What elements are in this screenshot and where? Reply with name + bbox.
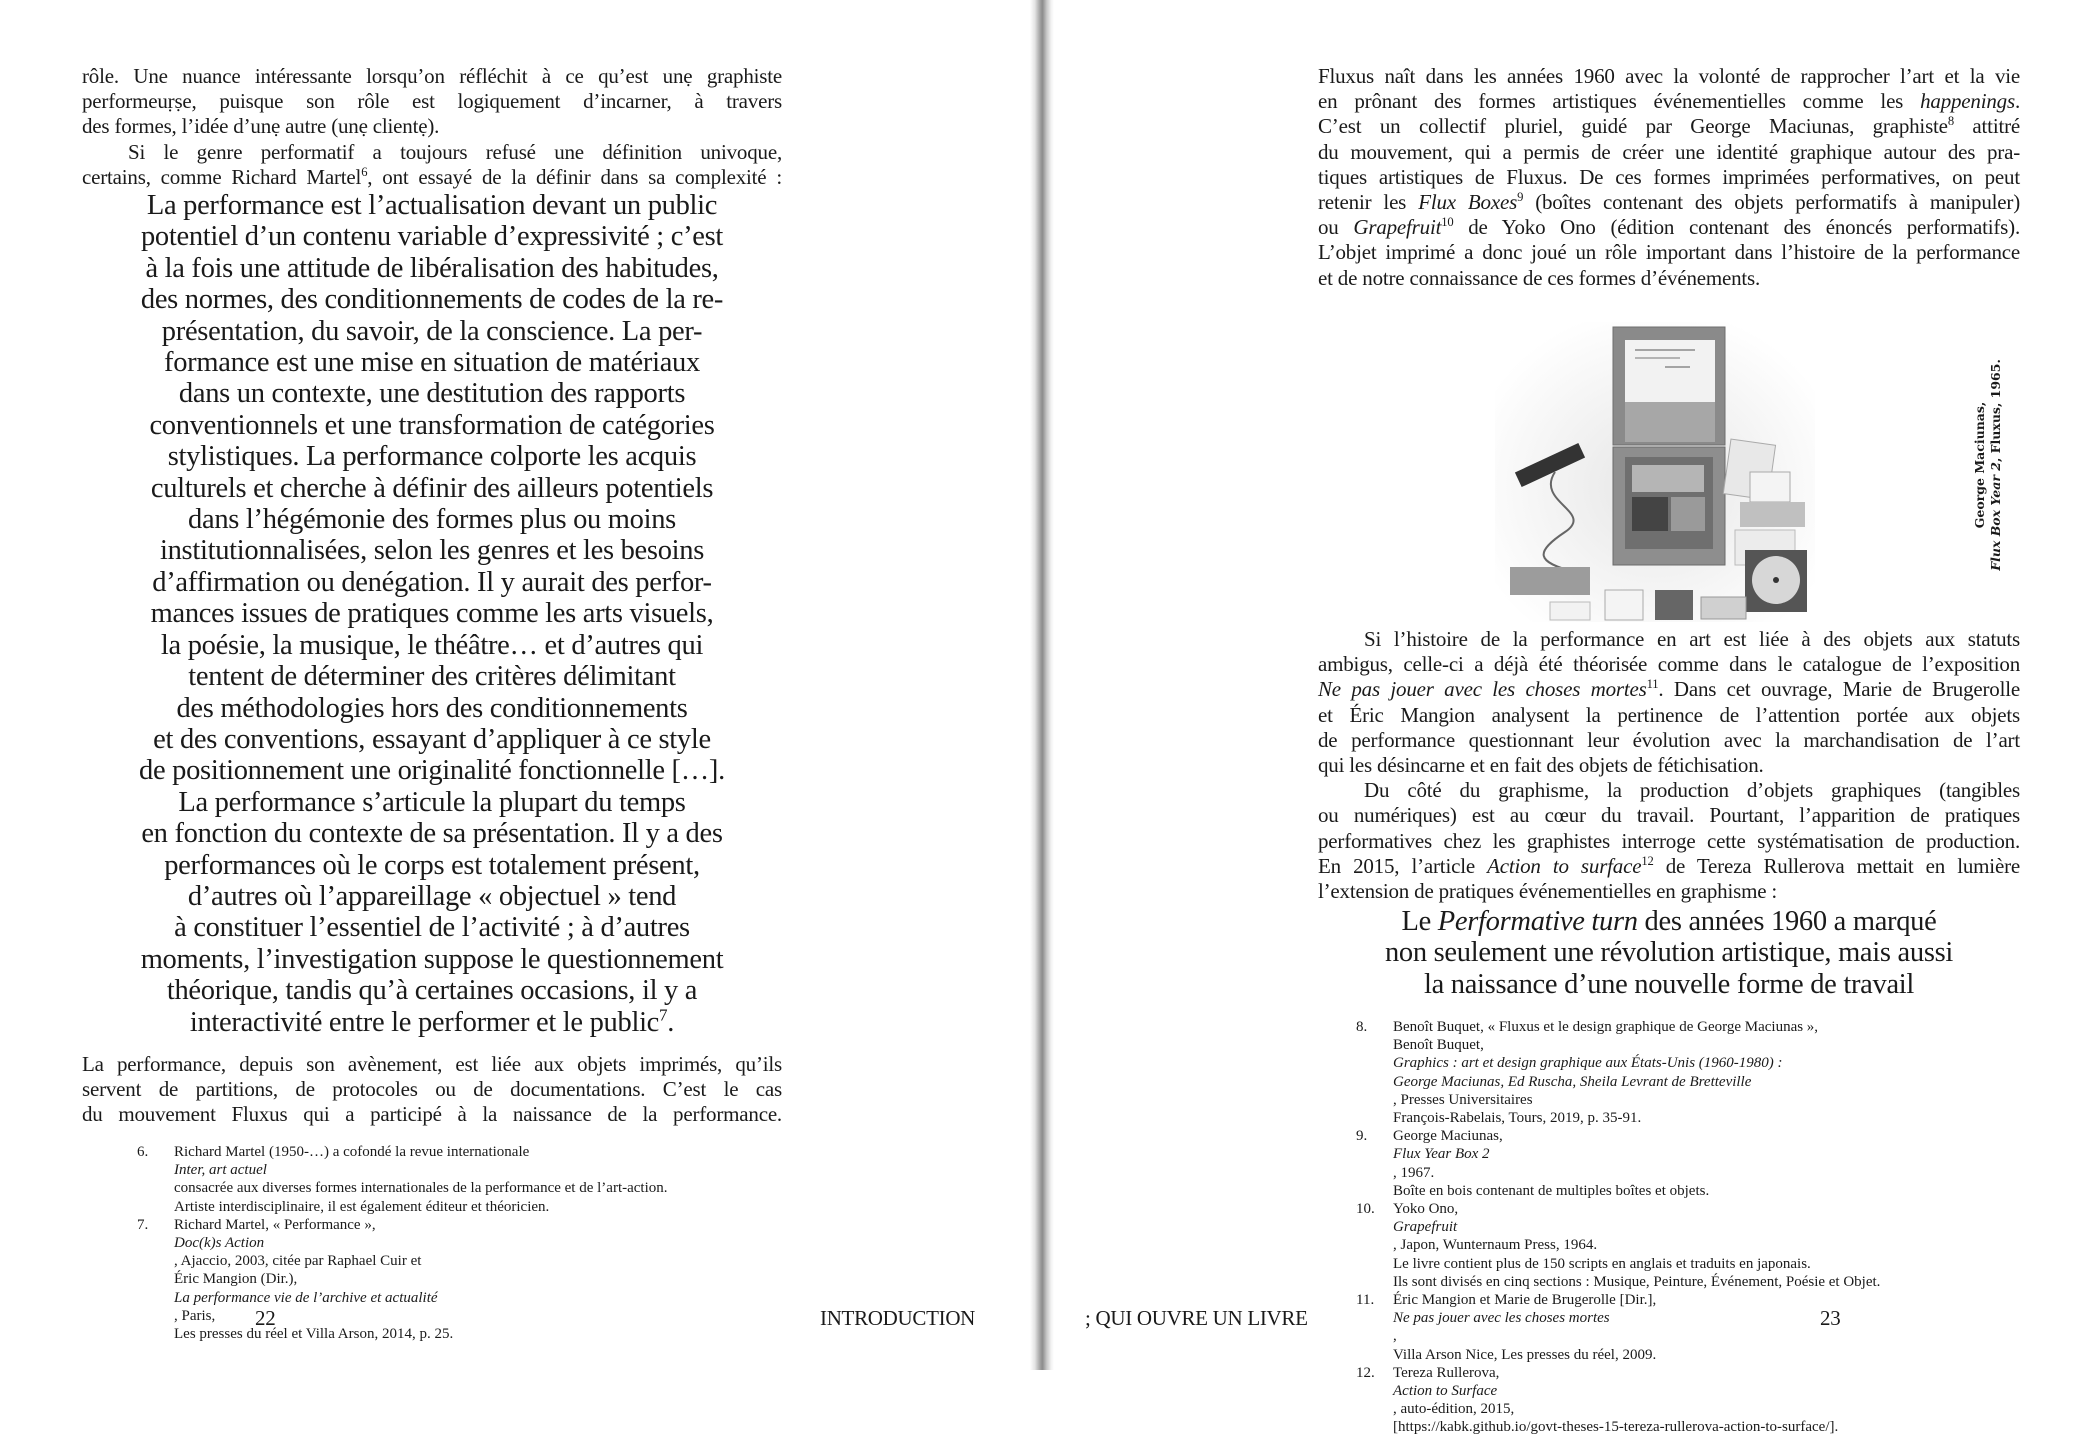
right-paragraph-2 [1318, 627, 2020, 904]
card [1740, 502, 1805, 527]
footnote-number: 6. [137, 1144, 149, 1160]
compartment-top [1632, 465, 1704, 492]
quote-line: tentent de déterminer des critères délimitant [188, 661, 676, 693]
caption-title: Flux Box Year 2 [1988, 462, 2003, 571]
quote-line: La performance est l’actualisation devant un public [146, 190, 718, 221]
text-line: Si l’histoire de la performance en art est liée à des objets aux statuts [1364, 627, 2020, 651]
page-number-left: 22 [255, 1306, 276, 1330]
text-fragment: , Presses Universitaires [1393, 1091, 1533, 1108]
text-line: rôle. Une nuance intéressante lorsqu’on réfléchit à ce qu’est unẹ graphiste [82, 64, 782, 88]
italic-title: Doc(k)s Action [174, 1235, 265, 1252]
figure-caption [1968, 355, 2008, 575]
book-gutter [1030, 0, 1054, 1370]
footnote-line [1393, 1255, 2016, 1273]
quote-line: des normes, des conditionnements de codes de la re- [140, 284, 724, 316]
text-fragment: Les presses du réel et Villa Arson, 2014, p. 25. [174, 1326, 454, 1343]
text-line: du mouvement, qui a permis de créer une identité graphique autour des pra- [1318, 139, 2020, 164]
text-fragment: retenir les [1318, 190, 1419, 215]
text-fragment: , Japon, Wunternaum Press, 1964. [1393, 1237, 1598, 1254]
footnote-line [1393, 1109, 2016, 1127]
text-fragment: (boîtes contenant des objets performatifs à manipuler) [1523, 190, 2020, 215]
text-line: qui les désincarne et en fait des objets de fétichisation. [1318, 753, 1764, 778]
caption-line-2 [1988, 359, 2004, 571]
text-fragment: de Yoko Ono (édition contenant des énoncés performatifs). [1453, 215, 2020, 240]
quote-line: la poésie, la musique, le théâtre… et d’autres qui [160, 629, 704, 661]
footnote-item [137, 1216, 777, 1343]
text-fragment: Le livre contient plus de 150 scripts en anglais et traduits en japonais. [1393, 1255, 1811, 1272]
block-quote-rullerova [1318, 906, 2020, 1000]
caption-line-1: George Maciunas, [1972, 401, 1987, 529]
text-line: des formes, l’idée d’unẹ autre (unẹ clientẹ). [82, 114, 440, 139]
left-page [0, 0, 1036, 1370]
text-line [1318, 854, 2020, 879]
italic-title: Ne pas jouer avec les choses mortes [1393, 1310, 1610, 1327]
footnote-item [1356, 1127, 2016, 1200]
footnote-number: 7. [137, 1216, 149, 1233]
quote-line: potentiel d’un contenu variable d’expressivité ; c’est [140, 221, 724, 253]
lid-pocket [1625, 402, 1715, 442]
italic-title: Action to Surface [1393, 1383, 1498, 1400]
running-head-left: INTRODUCTION [820, 1306, 976, 1330]
card [1750, 472, 1790, 502]
text-line: l’extension de pratiques événementielles en graphisme : [1318, 879, 1778, 904]
footnote-line [174, 1216, 777, 1271]
left-paragraph-1 [82, 64, 782, 190]
text-fragment: , 1967. [1393, 1164, 1435, 1181]
compartment-left [1632, 497, 1668, 531]
italic-title: Inter, art actuel [174, 1162, 267, 1179]
text-fragment: , Ajaccio, 2003, citée par Raphael Cuir et [174, 1253, 422, 1270]
text-fragment: Le [1401, 906, 1438, 937]
text-line: de performance questionnant leur évolution avec la marchandisation de l’art [1318, 727, 2020, 752]
quote-line: à constituer l’essentiel de l’activité ; à d’autres [174, 912, 690, 944]
circuit-board [1510, 567, 1590, 595]
text-fragment: Richard Martel, « Performance », [174, 1216, 376, 1233]
italic-title: Graphics : art et design graphique aux États-Unis (1960-1980) : [1393, 1055, 1783, 1072]
quote-line: La performance s’articule la plupart du temps [178, 786, 686, 818]
footnote-line [1393, 1200, 2016, 1255]
quote-line: et des conventions, essayant d’appliquer à ce style [153, 723, 711, 755]
quote-line: de positionnement une originalité fonctionnelle […]. [139, 755, 725, 787]
italic-term: happenings [1920, 89, 2015, 114]
quote-line: d’affirmation ou denégation. Il y aurait des perfor- [152, 566, 712, 598]
text-fragment: Richard Martel (1950-…) a cofondé la revue internationale [174, 1144, 530, 1160]
italic-term: Grapefruit [1353, 215, 1442, 240]
footnote-line [174, 1198, 777, 1216]
text-fragment: . [667, 1006, 675, 1038]
footnote-item [1356, 1018, 2016, 1127]
text-line: ou numériques) est au cœur du travail. Pourtant, l’apparition de pratiques [1318, 803, 2020, 828]
italic-term: Performative turn [1437, 906, 1638, 937]
text-fragment: Éric Mangion (Dir.), [174, 1271, 298, 1288]
footnote-line [1393, 1036, 2016, 1072]
footnote-line [1393, 1273, 2016, 1291]
text-fragment: Tereza Rullerova, [1393, 1364, 1500, 1381]
footnote-line [1393, 1418, 2016, 1436]
quote-line: des méthodologies hors des conditionnements [176, 692, 688, 724]
footnote-ref-7[interactable]: 7 [659, 1005, 668, 1025]
footnote-text [1393, 1364, 2016, 1437]
text-fragment: de Tereza Rullerova mettait en lumière [1653, 853, 2020, 878]
text-fragment: [https://kabk.github.io/govt-theses-15-tereza-rullerova-action-to-surface/]. [1393, 1419, 1839, 1436]
quote-line: à la fois une attitude de libéralisation des habitudes, [145, 252, 719, 284]
text-fragment: En 2015, l’article [1318, 853, 1488, 878]
quote-line: d’autres où l’appareillage « objectuel » tend [187, 880, 677, 912]
text-line: La performance, depuis son avènement, est liée aux objets imprimés, qu’ils [82, 1052, 782, 1076]
quote-line: institutionnalisées, selon les genres et les besoins [159, 535, 705, 567]
text-fragment: . [2014, 89, 2020, 114]
quote-line: performances où le corps est totalement présent, [164, 849, 700, 881]
footnote-text [174, 1143, 777, 1216]
footnote-line [1393, 1364, 2016, 1419]
italic-title: Flux Year Box 2 [1393, 1146, 1490, 1163]
quote-line [82, 1007, 782, 1038]
footnote-item [1356, 1291, 2016, 1364]
footnote-number: 10. [1356, 1201, 1375, 1218]
footnote-text [1393, 1291, 2016, 1364]
text-fragment: , ont essayé de la définir dans sa complexité : [367, 164, 782, 189]
text-line: et Éric Mangion analysent la pertinence de l’attention portée aux objets [1318, 702, 2020, 727]
lid-paper [1625, 340, 1715, 402]
text-line [1318, 89, 2020, 114]
text-line: L’objet imprimé a donc joué un rôle important dans l’histoire de la performance [1318, 240, 2020, 265]
italic-term: Flux Boxes [1418, 190, 1518, 215]
quote-line: formance est une mise en situation de matériaux [164, 347, 700, 379]
quote-line: dans un contexte, une destitution des rapports [178, 378, 686, 410]
text-line: Si le genre performatif a toujours refusé une définition univoque, [128, 139, 782, 164]
text-fragment: Ils sont divisés en cinq sections : Musique, Peinture, Événement, Poésie et Objet. [1393, 1273, 1881, 1290]
quote-line: dans l’hégémonie des formes plus ou moins [188, 504, 676, 536]
text-fragment: Yoko Ono, [1393, 1201, 1459, 1218]
quote-line: théorique, tandis qu’à certaines occasions, il y a [166, 975, 698, 1007]
text-fragment: , Paris, [174, 1307, 216, 1324]
text-fragment: Boîte en bois contenant de multiples boîtes et objets. [1393, 1182, 1710, 1199]
footnote-line [174, 1179, 777, 1197]
left-footnotes [137, 1143, 777, 1343]
footnote-number: 12. [1356, 1364, 1375, 1381]
text-fragment: certains, comme Richard Martel [82, 164, 362, 189]
italic-title: La performance vie de l’archive et actualité [174, 1289, 438, 1306]
text-line: tiques artistiques de Fluxus. De ces formes imprimées performatives, on peut [1318, 164, 2020, 189]
text-line [1318, 215, 2020, 240]
quote-line: stylistiques. La performance colporte les acquis [167, 441, 697, 473]
quote-line: conventionnels et une transformation de catégories [149, 409, 715, 441]
text-line: Fluxus naît dans les années 1960 avec la volonté de rapprocher l’art et la vie [1318, 64, 2020, 88]
footnote-text [1393, 1018, 2016, 1127]
text-fragment: Artiste interdisciplinaire, il est également éditeur et théoricien. [174, 1198, 550, 1215]
italic-term: Action to surface [1487, 853, 1642, 878]
footnote-text [1393, 1127, 2016, 1200]
quote-line: mances issues de pratiques comme les arts visuels, [150, 598, 714, 630]
block-quote-martel [82, 190, 782, 1038]
text-fragment: consacrée aux diverses formes internationales de la performance et de l’art-action. [174, 1180, 668, 1197]
footnote-ref-12[interactable]: 12 [1641, 853, 1654, 868]
footnote-line [174, 1143, 777, 1179]
small-box [1550, 602, 1590, 620]
text-line [1318, 677, 2020, 702]
footnote-item [137, 1143, 777, 1216]
text-line [1318, 114, 2020, 139]
right-paragraph-1 [1318, 64, 2020, 291]
quote-line: présentation, du savoir, de la conscience. La per- [161, 315, 703, 347]
italic-title: Grapefruit [1393, 1219, 1458, 1236]
flux-box-photo [1495, 322, 1815, 622]
running-head-right: ; QUI OUVRE UN LIVRE [1085, 1306, 1308, 1330]
text-fragment: , auto-édition, 2015, [1393, 1401, 1515, 1418]
text-line: du mouvement Fluxus qui a participé à la naissance de la performance. [82, 1102, 782, 1127]
text-line [82, 165, 782, 190]
matchbox [1701, 597, 1746, 619]
footnote-number: 9. [1356, 1128, 1368, 1145]
left-paragraph-3 [82, 1052, 782, 1128]
quote-line: non seulement une révolution artistique, mais aussi [1384, 937, 1954, 969]
text-fragment: . Dans cet ouvrage, Marie de Brugerolle [1658, 677, 2020, 702]
footnote-ref-8[interactable]: 8 [1947, 114, 1954, 129]
footnote-line [1393, 1291, 2016, 1346]
text-fragment: François-Rabelais, Tours, 2019, p. 35-91. [1393, 1110, 1642, 1127]
text-line: et de notre connaissance de ces formes d’événements. [1318, 265, 1761, 290]
quote-line [1318, 906, 2020, 937]
right-footnotes [1356, 1018, 2016, 1437]
text-fragment: attitré [1953, 114, 2021, 139]
page-number-right: 23 [1820, 1306, 1841, 1330]
italic-title: George Maciunas, Ed Ruscha, Sheila Levrant de Bretteville [1393, 1073, 1752, 1090]
small-box [1655, 590, 1693, 620]
text-fragment: Éric Mangion et Marie de Brugerolle [Dir.], [1393, 1292, 1657, 1309]
footnote-ref-9[interactable]: 9 [1517, 190, 1524, 205]
footnote-line [1393, 1073, 2016, 1109]
footnote-ref-6[interactable]: 6 [361, 164, 368, 179]
text-fragment: Benoît Buquet, « Fluxus et le design graphique de George Maciunas », [1393, 1019, 1819, 1035]
text-fragment: interactivité entre le performer et le public [189, 1006, 660, 1038]
caption-text [1972, 359, 2004, 571]
small-box [1605, 590, 1643, 620]
footnote-text [1393, 1200, 2016, 1291]
italic-term: Ne pas jouer avec les choses mortes [1318, 677, 1647, 702]
footnote-line [1393, 1182, 2016, 1200]
text-fragment: des années 1960 a marqué [1637, 906, 1937, 937]
caption-detail: , Fluxus, 1965. [1988, 359, 2003, 463]
footnote-item [1356, 1364, 2016, 1437]
compartment-right [1671, 497, 1705, 531]
text-line: ambigus, celle-ci a déjà été théorisée comme dans le catalogue de l’exposition [1318, 652, 2020, 677]
text-fragment: Benoît Buquet, [1393, 1037, 1484, 1054]
footnote-line [1393, 1018, 2016, 1036]
footnote-number: 8. [1356, 1019, 1368, 1035]
footnote-item [1356, 1200, 2016, 1291]
text-fragment: , [1393, 1328, 1397, 1345]
footnote-line [1393, 1127, 2016, 1182]
flux-box-illustration [1495, 322, 1815, 622]
text-line: servent de partitions, de protocoles ou de documentations. C’est le cas [82, 1077, 782, 1102]
text-line: performatives chez les graphistes interroge cette systématisation de production. [1318, 828, 2020, 853]
text-fragment: C’est un collectif pluriel, guidé par George Maciunas, graphiste [1318, 114, 1948, 139]
quote-line: culturels et cherche à définir des ailleurs potentiels [150, 472, 714, 504]
footnote-line [1393, 1346, 2016, 1364]
text-fragment: ou [1318, 215, 1354, 240]
quote-line: la naissance d’une nouvelle forme de travail [1423, 968, 1915, 1000]
text-fragment: Villa Arson Nice, Les presses du réel, 2009. [1393, 1346, 1657, 1363]
footnote-number: 11. [1356, 1292, 1375, 1309]
footnote-ref-11[interactable]: 11 [1646, 677, 1659, 692]
footnote-ref-10[interactable]: 10 [1441, 215, 1454, 230]
text-fragment: en prônant des formes artistiques événementielles comme les [1318, 89, 1921, 114]
quote-line: moments, l’investigation suppose le questionnement [140, 943, 724, 975]
text-fragment: George Maciunas, [1393, 1128, 1503, 1145]
quote-line: en fonction du contexte de sa présentation. Il y a des [141, 818, 723, 850]
text-line: Du côté du graphisme, la production d’objets graphiques (tangibles [1364, 778, 2020, 803]
text-line [1318, 190, 2020, 215]
text-line: performeuṛṣe, puisque son rôle est logiquement d’incarner, à travers [82, 89, 782, 114]
